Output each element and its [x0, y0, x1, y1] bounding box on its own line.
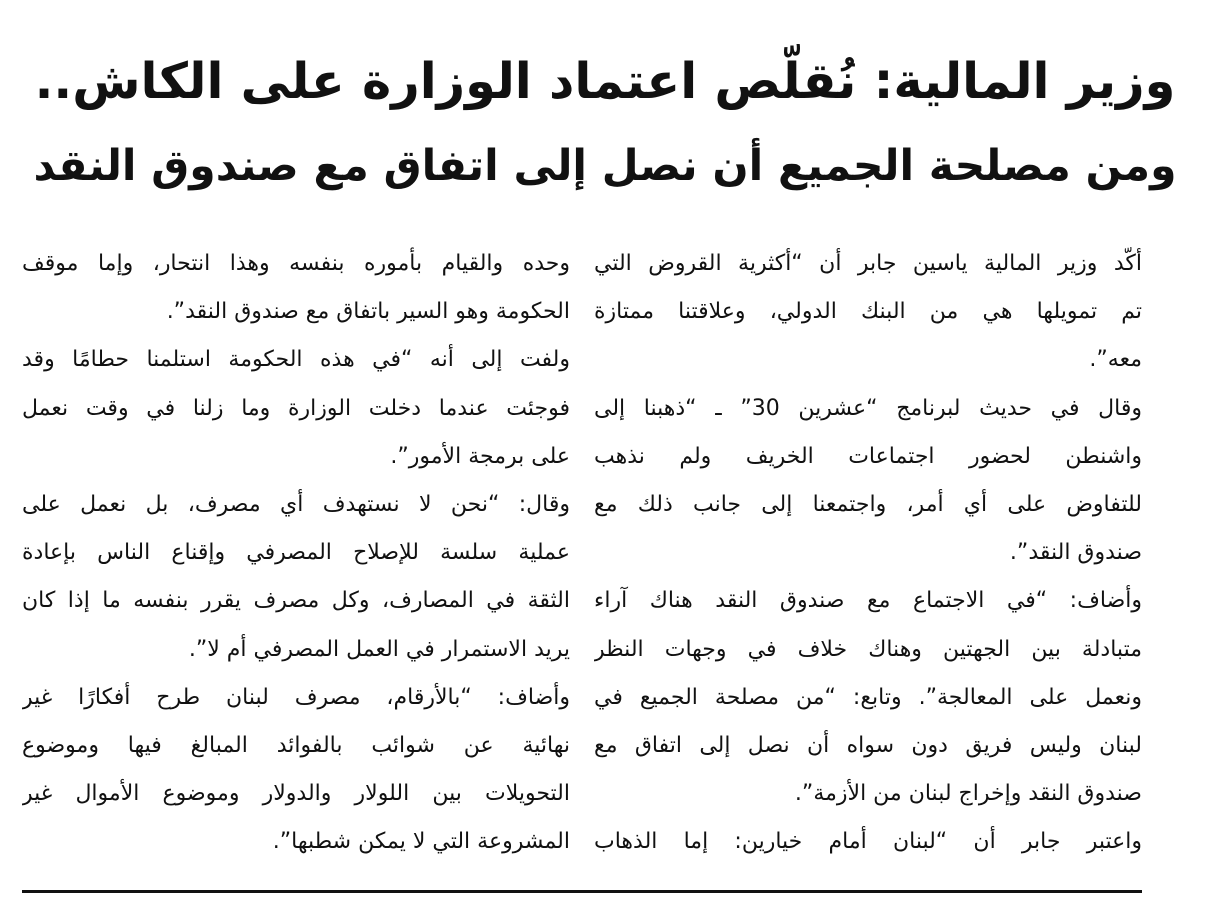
text-line: لبنان وليس فريق دون سواه أن نصل إلى اتفاق مع: [594, 733, 1142, 759]
headline-line-1: وزير المالية: نُقلّص اعتماد الوزارة على الكاش..: [34, 52, 1176, 110]
text-line: ولفت إلى أنه “في هذه الحكومة استلمنا حطامًا وقد: [22, 347, 570, 373]
text-line: واعتبر جابر أن “لبنان أمام خيارين: إما الذهاب: [594, 829, 1142, 855]
text-line: متبادلة بين الجهتين وهناك خلاف في وجهات النظر: [594, 636, 1142, 662]
text-line: تم تمويلها هي من البنك الدولي، وعلاقتنا ممتازة: [594, 299, 1142, 325]
bottom-divider: [22, 890, 1142, 893]
text-line: معه”.: [1089, 347, 1142, 373]
headline-line-2: ومن مصلحة الجميع أن نصل إلى اتفاق مع صندوق النقد: [33, 142, 1177, 191]
text-line: يريد الاستمرار في العمل المصرفي أم لا”.: [188, 636, 570, 662]
article-headline: [30, 38, 1180, 210]
text-line: للتفاوض على أي أمر، واجتمعنا إلى جانب ذلك مع: [594, 492, 1142, 518]
text-line: الحكومة وهو السير باتفاق مع صندوق النقد”.: [166, 299, 570, 325]
text-line: الثقة في المصارف، وكل مصرف يقرر بنفسه ما إذا كان: [22, 588, 570, 614]
text-line: عملية سلسة للإصلاح المصرفي وإقناع الناس بإعادة: [22, 540, 570, 566]
text-line: فوجئت عندما دخلت الوزارة وما زلنا في وقت نعمل: [22, 395, 570, 421]
text-line: على برمجة الأمور”.: [390, 443, 570, 469]
article-column-right: [594, 240, 1142, 867]
text-line: وقال في حديث لبرنامج “عشرين 30” ـ “ذهبنا إلى: [594, 395, 1142, 421]
text-line: وحده والقيام بأموره بنفسه وهذا انتحار، وإما موقف: [22, 251, 570, 276]
article-column-left: [22, 240, 570, 867]
text-line: وأضاف: “بالأرقام، مصرف لبنان طرح أفكارًا غير: [22, 684, 570, 710]
text-line: صندوق النقد وإخراج لبنان من الأزمة”.: [794, 781, 1142, 807]
text-line: واشنطن لحضور اجتماعات الخريف ولم نذهب: [594, 443, 1142, 469]
text-line: نهائية عن شوائب بالفوائد المبالغ فيها وموضوع: [22, 733, 570, 759]
text-line: أكّد وزير المالية ياسين جابر أن “أكثرية القروض التي: [594, 251, 1142, 276]
text-line: صندوق النقد”.: [1009, 540, 1142, 566]
text-line: المشروعة التي لا يمكن شطبها”.: [272, 829, 570, 855]
text-line: وأضاف: “في الاجتماع مع صندوق النقد هناك آراء: [594, 588, 1142, 614]
text-line: التحويلات بين اللولار والدولار وموضوع الأموال غير: [22, 781, 570, 807]
text-line: وقال: “نحن لا نستهدف أي مصرف، بل نعمل على: [22, 492, 570, 518]
text-line: ونعمل على المعالجة”. وتابع: “من مصلحة الجميع في: [594, 684, 1142, 710]
